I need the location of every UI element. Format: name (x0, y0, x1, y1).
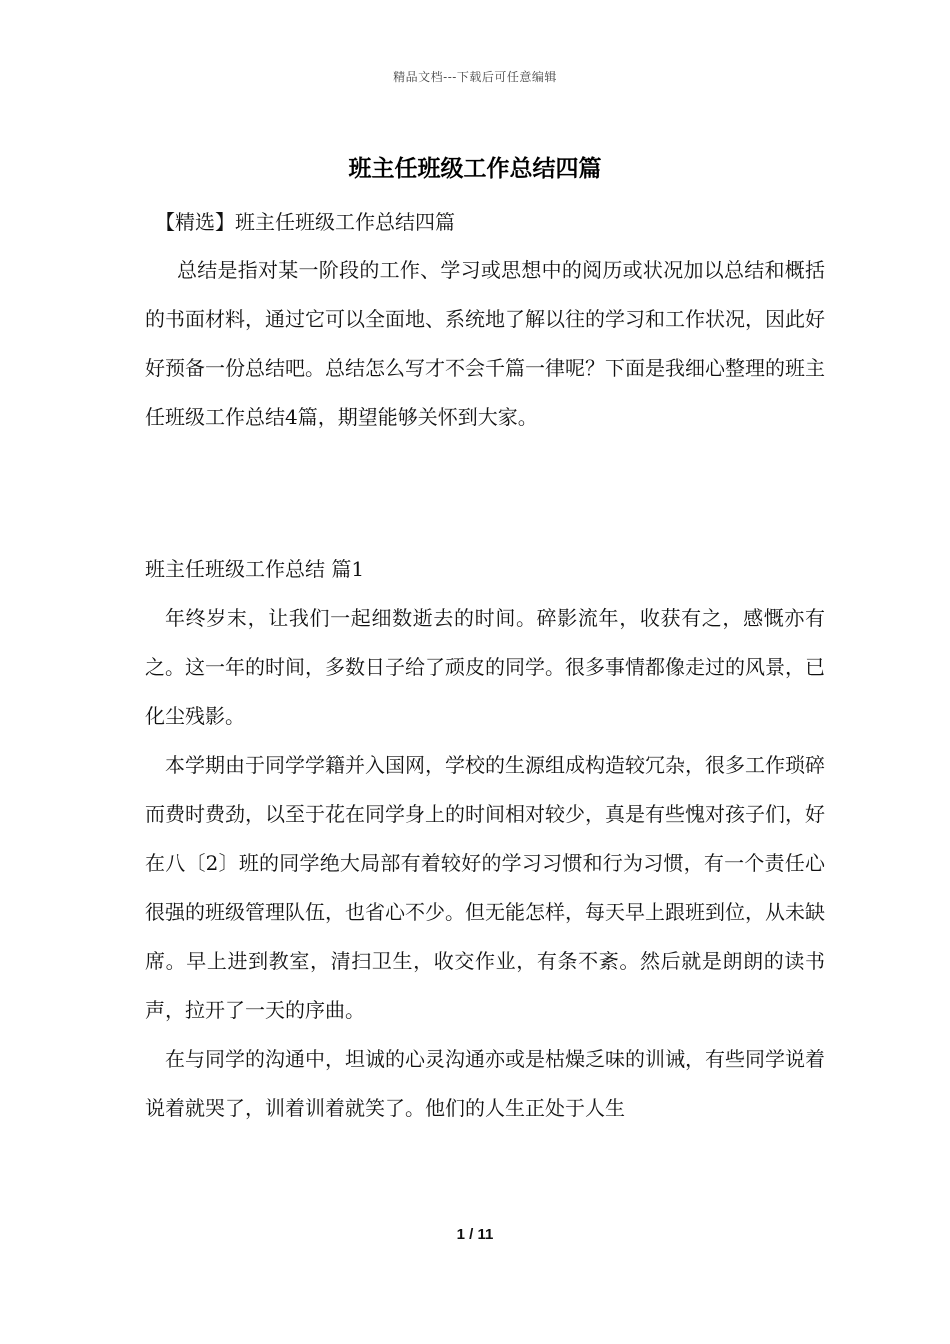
section-body (145, 594, 825, 1133)
paragraph: 本学期由于同学学籍并入国网，学校的生源组成构造较冗杂，很多工作琐碎而费时费劲，以至于花在同学身上的时间相对较少，真是有些愧对孩子们，好在八〔2〕班的同学绝大局部有着较好的学习习惯和行为习惯，有一个责任心很强的班级管理队伍，也省心不少。但无能怎样，每天早上跟班到位，从未缺席。早上进到教室，清扫卫生，收交作业，有条不紊。然后就是朗朗的读书声，拉开了一天的序曲。 (145, 753, 825, 1022)
section-heading: 班主任班级工作总结 篇1 (145, 557, 365, 581)
paragraph: 在与同学的沟通中，坦诚的心灵沟通亦或是枯燥乏味的训诫，有些同学说着说着就哭了，训着训着就笑了。他们的人生正处于人生 (145, 1047, 825, 1120)
document-subtitle: 【精选】班主任班级工作总结四篇 (155, 210, 455, 234)
intro-paragraph: 总结是指对某一阶段的工作、学习或思想中的阅历或状况加以总结和概括的书面材料，通过它可以全面地、系统地了解以往的学习和工作状况，因此好好预备一份总结吧。总结怎么写才不会千篇一律呢？下面是我细心整理的班主任班级工作总结4篇，期望能够关怀到大家。 (145, 258, 825, 429)
intro-block (145, 246, 825, 442)
document-title: 班主任班级工作总结四篇 (348, 155, 602, 182)
paragraph: 年终岁末，让我们一起细数逝去的时间。碎影流年，收获有之，感慨亦有之。这一年的时间，多数日子给了顽皮的同学。很多事情都像走过的风景，已化尘残影。 (145, 606, 825, 728)
page-number: 1 / 11 (456, 1226, 494, 1243)
page-header: 精品文档---下载后可任意编辑 (393, 70, 557, 84)
